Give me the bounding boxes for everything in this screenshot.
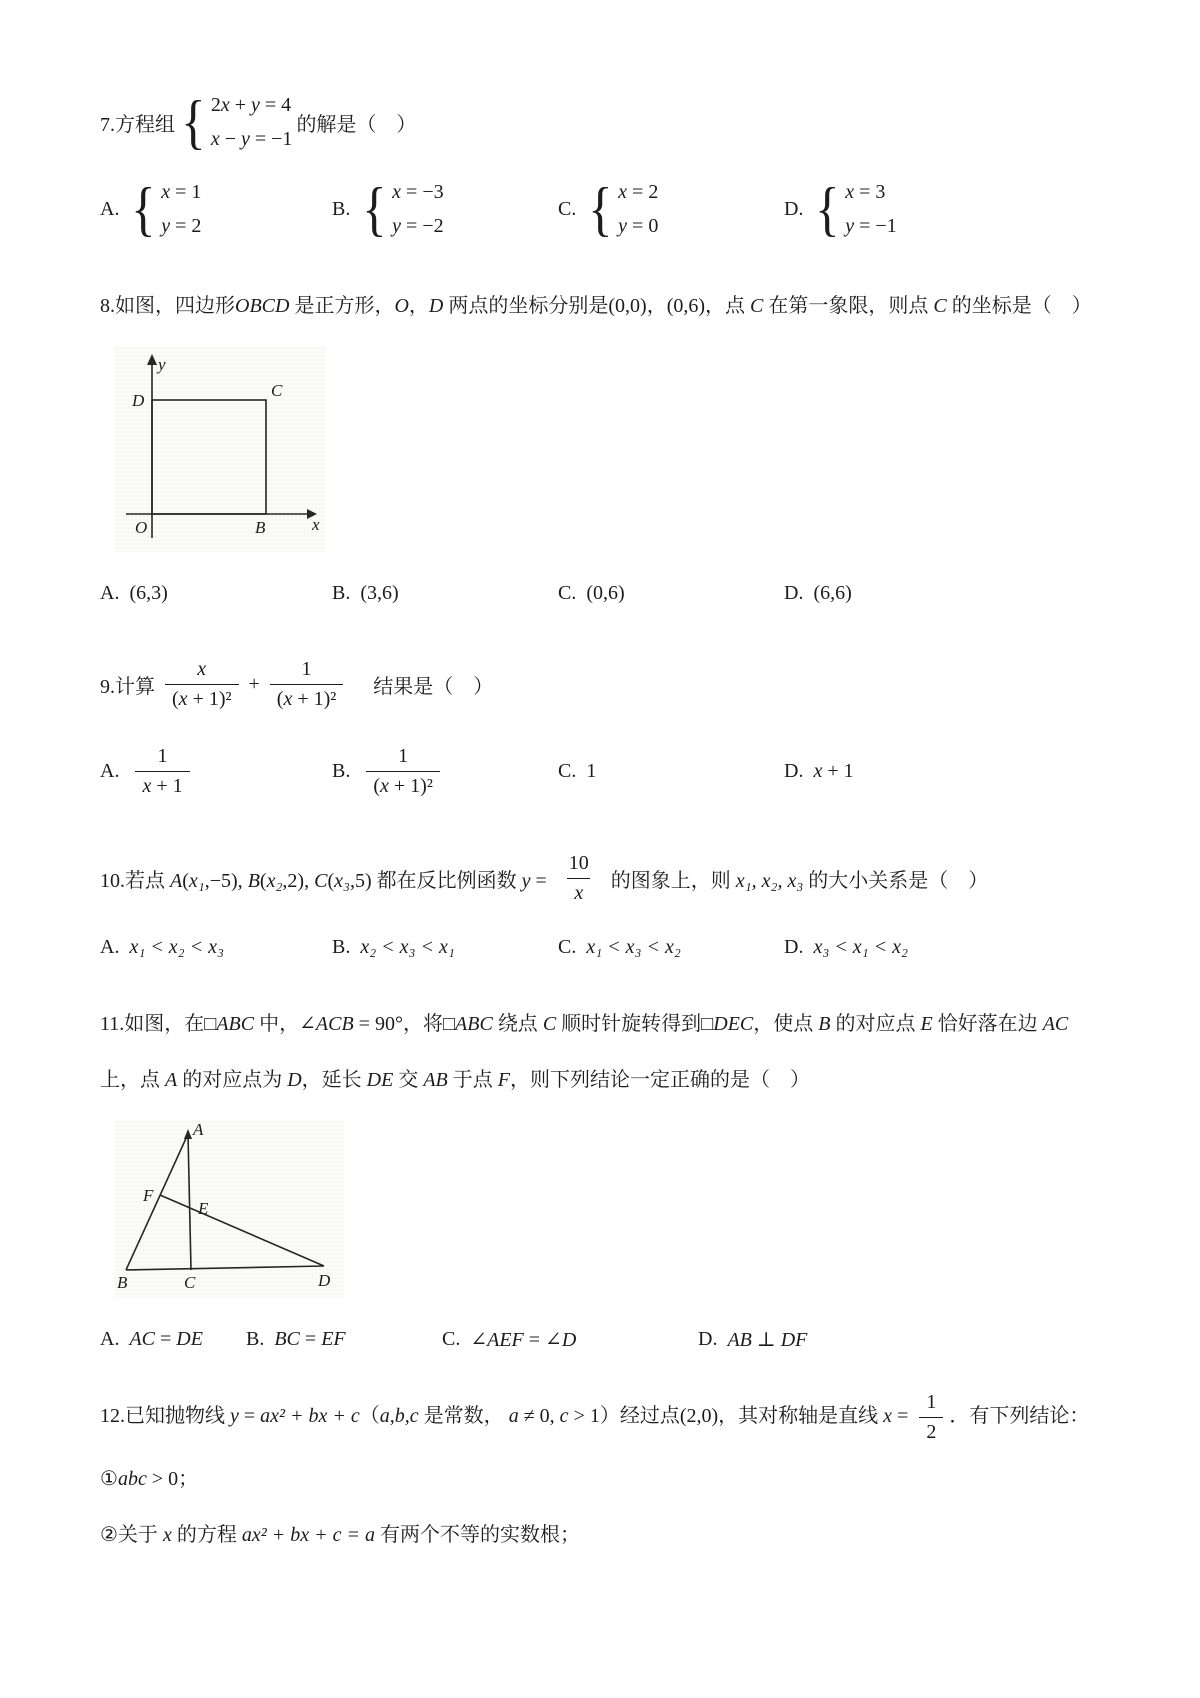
option-value: x₃ < x₁ < x₂ (813, 935, 908, 958)
fraction-denominator: x (567, 878, 590, 906)
axis-label-x: x (312, 515, 320, 534)
fraction-denominator: x + 1 (135, 771, 189, 799)
q10-options (100, 924, 1100, 970)
q7-options (100, 172, 1100, 246)
q7-stem (100, 80, 1100, 164)
fraction (366, 744, 440, 799)
triangle-base-bd (126, 1266, 324, 1270)
q12-stem (100, 1388, 1100, 1445)
option-label: B. (246, 1327, 265, 1350)
option-value: x₁ < x₂ < x₃ (129, 935, 224, 958)
option-value: (0,6) (586, 581, 625, 604)
q9-stem (100, 642, 1100, 726)
option-value: AC = DE (129, 1327, 203, 1350)
vertex-label-c: C (184, 1273, 196, 1292)
q8-option-a (100, 582, 332, 605)
option-label: C. (442, 1327, 461, 1350)
q7-option-c-line-1: x = 2 (618, 181, 659, 203)
q7-system-lines (211, 92, 293, 152)
q11-option-c (442, 1327, 698, 1352)
plus-operator: + (248, 672, 260, 695)
fraction-numerator: 1 (301, 657, 312, 680)
option-label: B. (332, 759, 351, 782)
q9-option-b (332, 744, 558, 799)
q8-figure (114, 346, 326, 552)
option-label: D. (784, 581, 804, 604)
q12-conclusion-2: ②关于 x 的方程 ax² + bx + c = a 有两个不等的实数根； (100, 1523, 580, 1546)
option-value: (6,3) (129, 581, 168, 604)
q9-suffix: 结果是（ ） (353, 675, 494, 698)
option-label: B. (332, 935, 351, 958)
question-12 (100, 1388, 1100, 1563)
fraction-denominator: (x + 1)² (366, 771, 440, 799)
question-9 (100, 642, 1100, 808)
q7-option-b-line-1: x = −3 (392, 181, 444, 203)
vertex-label-b: B (117, 1273, 128, 1292)
question-7 (100, 80, 1100, 246)
q9-options (100, 734, 1100, 808)
option-value: 1 (586, 759, 597, 782)
q10-option-b (332, 936, 558, 959)
option-label: C. (558, 197, 577, 220)
q7-option-c-line-2: y = 0 (618, 215, 659, 237)
option-label: D. (698, 1327, 718, 1350)
vertex-label-f: F (143, 1186, 154, 1205)
q7-equation-system (179, 88, 293, 155)
q9-option-a (100, 744, 332, 799)
option-value: (6,6) (813, 581, 852, 604)
q10-prefix: 10.若点 A(x₁,−5), B(x₂,2), C(x₃,5) 都在反比例函数 y = (100, 869, 552, 892)
option-label: C. (558, 581, 577, 604)
q7-option-c-system (586, 175, 659, 242)
q8-option-c (558, 582, 784, 605)
q12-conclusion-1: ①abc > 0； (100, 1467, 199, 1490)
q7-equation-2: x − y = −1 (210, 128, 293, 150)
option-label: D. (784, 759, 804, 782)
q11-figure (114, 1120, 344, 1298)
q7-suffix: 的解是（ ） (296, 113, 417, 136)
vertex-label-a: A (193, 1120, 204, 1139)
q7-equation-1: 2x + y = 4 (210, 94, 292, 116)
option-label: B. (332, 581, 351, 604)
vertex-label-o: O (135, 518, 148, 537)
option-value: AB ⊥ DF (727, 1328, 808, 1351)
q11-option-a (100, 1328, 246, 1351)
q7-option-b (332, 175, 558, 242)
fraction-numerator: 1 (157, 744, 168, 767)
fraction-numerator: 1 (926, 1390, 937, 1413)
q12-prefix: 12.已知抛物线 y = ax² + bx + c（a,b,c 是常数， a ≠ 0, c > 1）经过点(2,0)，其对称轴是直线 x = (100, 1405, 914, 1427)
arrow-at-a-icon (184, 1129, 192, 1139)
fraction-denominator: 2 (919, 1417, 943, 1445)
fraction (270, 657, 344, 712)
axis-label-y: y (158, 355, 166, 374)
option-value: x₁ < x₃ < x₂ (586, 935, 681, 958)
option-label: A. (100, 1327, 120, 1350)
option-value: (3,6) (360, 581, 399, 604)
fraction-numerator: x (197, 657, 207, 680)
vertex-label-d: D (132, 391, 145, 410)
q8-options (100, 570, 1100, 616)
option-value: x₂ < x₃ < x₁ (360, 935, 455, 958)
q9-option-d (784, 760, 1100, 783)
fraction (919, 1390, 943, 1445)
q7-option-d (784, 175, 1100, 242)
vertex-label-b: B (255, 518, 266, 537)
q8-figure-svg (114, 346, 326, 546)
question-8 (100, 278, 1100, 616)
fraction-denominator: (x + 1)² (165, 684, 239, 712)
option-value: ∠AEF = ∠D (470, 1328, 577, 1351)
option-label: C. (558, 935, 577, 958)
q10-suffix: 的图象上，则 x₁, x₂, x₃ 的大小关系是（ ） (605, 869, 989, 892)
q11-option-d (698, 1327, 1100, 1352)
option-label: A. (100, 935, 120, 958)
q11-option-b (246, 1328, 442, 1351)
q10-option-c (558, 936, 784, 959)
fraction-denominator: (x + 1)² (270, 684, 344, 712)
q9-option-c (558, 760, 784, 783)
left-brace: { (588, 175, 613, 242)
fraction (562, 851, 596, 906)
option-label: A. (100, 581, 120, 604)
question-11 (100, 996, 1100, 1362)
option-label: C. (558, 759, 577, 782)
square-obcd (152, 400, 266, 514)
q10-option-d (784, 936, 1100, 959)
option-label: D. (784, 935, 804, 958)
left-brace: { (131, 175, 157, 242)
q8-option-d (784, 582, 1100, 605)
q10-stem (100, 840, 1100, 916)
q8-stem: 8.如图，四边形OBCD 是正方形，O，D 两点的坐标分别是(0,0)，(0,6)，点 C 在第一象限，则点 C 的坐标是（ ） (100, 295, 1092, 317)
q7-option-a-line-2: y = 2 (161, 215, 202, 237)
option-label: A. (100, 759, 120, 782)
segment-ac (188, 1134, 191, 1270)
q7-option-d-line-2: y = −1 (845, 215, 897, 237)
q7-prefix: 7.方程组 (100, 113, 175, 136)
option-label: B. (332, 197, 351, 220)
y-axis-arrow-icon (147, 354, 157, 365)
left-brace: { (815, 175, 841, 242)
q7-option-a-system (129, 175, 202, 242)
q7-option-d-system (813, 175, 897, 242)
q11-options (100, 1316, 1100, 1362)
q7-option-d-line-1: x = 3 (845, 181, 886, 203)
vertex-label-d: D (318, 1271, 331, 1290)
q7-option-a-line-1: x = 1 (161, 181, 202, 203)
fraction-numerator: 10 (568, 851, 589, 874)
left-brace: { (181, 88, 206, 155)
q12-suffix: ．有下列结论： (949, 1405, 1090, 1427)
q9-prefix: 9.计算 (100, 675, 155, 698)
q11-stem: 11.如图，在□ABC 中，∠ACB = 90°，将□ABC 绕点 C 顺时针旋转得到□DEC，使点 B 的对应点 E 恰好落在边 AC 上，点 A 的对应点为 D，延长 DE 交 AB 于点 F，则下列结论一定正确的是（ ） (100, 1013, 1074, 1091)
fraction-numerator: 1 (398, 744, 409, 767)
option-label: D. (784, 197, 804, 220)
option-value: BC = EF (274, 1327, 346, 1350)
q7-option-a (100, 175, 332, 242)
fraction (135, 744, 189, 799)
segment-df (160, 1195, 324, 1266)
triangle-side-ab (126, 1134, 188, 1270)
q8-option-b (332, 582, 558, 605)
left-brace: { (362, 175, 387, 242)
q10-option-a (100, 936, 332, 959)
q11-figure-svg (114, 1120, 344, 1292)
q7-option-b-line-2: y = −2 (392, 215, 444, 237)
option-label: A. (100, 197, 120, 220)
fraction (165, 657, 239, 712)
question-10 (100, 840, 1100, 970)
vertex-label-e: E (198, 1199, 209, 1218)
q7-option-c (558, 175, 784, 242)
q7-option-b-system (360, 175, 444, 242)
option-value: x + 1 (813, 759, 854, 782)
vertex-label-c: C (271, 381, 283, 400)
